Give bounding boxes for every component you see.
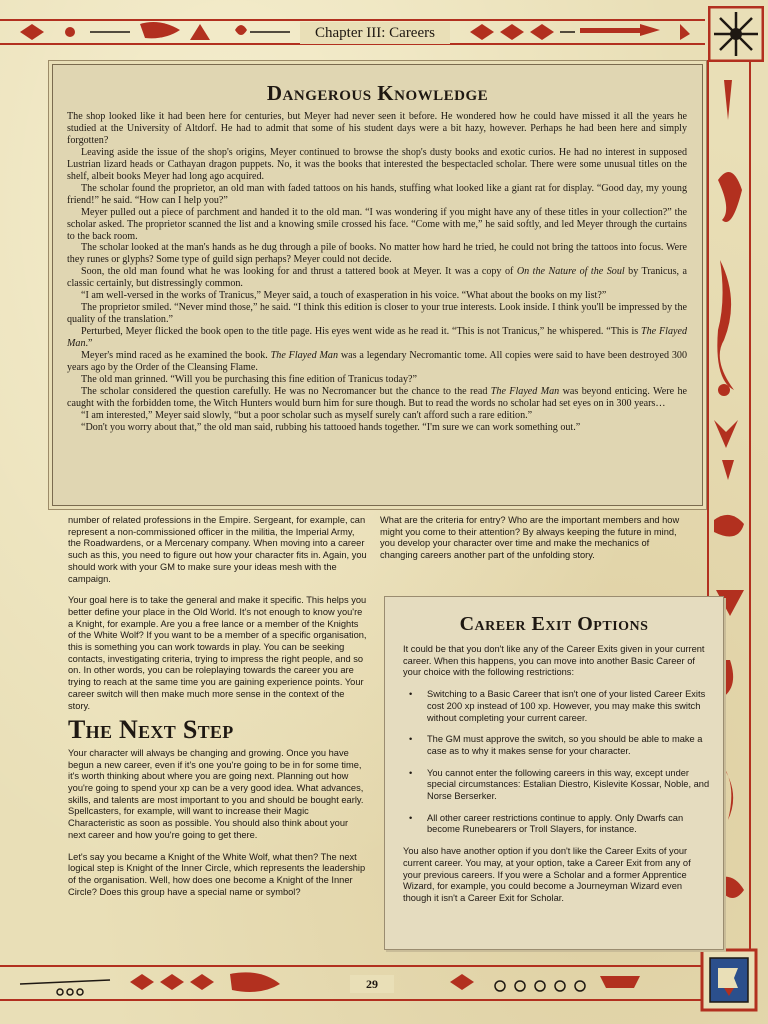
career-exit-options-sidebar: [384, 596, 724, 950]
story-paragraph: Meyer pulled out a piece of parchment and handed it to the old man. “I was wondering if you might have any of these titles in your collection?” the scholar asked. The proprietor scanned the list and a knowing smile crossed his face. “Come with me,” he said softly, and led Meyer through the curtains to the back room.: [67, 206, 687, 242]
story-paragraph: Meyer's mind raced as he examined the book. The Flayed Man was a legendary Necromantic tome. All copies were said to have been destroyed 300 years ago by the Order of the Cleansing Flame.: [67, 350, 688, 374]
page-number: 29: [350, 975, 394, 993]
restrictions-list: [403, 689, 711, 836]
bullet-icon: •: [409, 689, 413, 700]
list-item: • The GM must approve the switch, so you should be able to make a case as to why it makes sense for your character.: [409, 734, 703, 756]
list-item: • Switching to a Basic Career that isn't one of your listed Career Exits cost 200 xp instead of 100 xp. However, you may make this switch without completing your current career.: [409, 689, 706, 723]
book-title: On the Nature of the Soul: [516, 266, 625, 278]
dangerous-knowledge-body: [67, 111, 687, 434]
book-title: The Flayed Man: [490, 385, 560, 397]
banner-icon: [700, 948, 758, 1012]
book-title: The Flayed Man: [67, 326, 687, 350]
career-exit-options-title: Career Exit Options: [459, 613, 649, 635]
bullet-icon: •: [409, 767, 413, 778]
story-paragraph: Leaving aside the issue of the shop's origins, Meyer continued to browse the shop's dusty books and exotic curios. He had no interest in supposed Lustrian lizard heads or Cathayan dragon puppets. No, it was the books that interested the bespectacled scholar. There were some unusual titles on the shelf, albeit books Meyer had long ago acquired.: [67, 146, 687, 182]
story-paragraph: The scholar found the proprietor, an old man with faded tattoos on his hands, stuffing what looked like a giant rat for display. “Good day, my young friend!” he said. “How can I help you?”: [67, 182, 687, 206]
story-paragraph: “I am well-versed in the works of Tranicus,” Meyer said, a touch of exasperation in his voice. “What about the books on my list?”: [81, 290, 607, 302]
body-paragraph: Your character will always be changing and growing. Once you have begun a new career, even if it's one you're going to be in for some time, it's worth thinking about where you are going next. Planning out how you're going to spend your xp can be a very good idea. What advances, skills, and talents are most important to you and should be bought early. Spellcasters, for example, will want to increase their Magic Characteristic as soon as possible. You should also think about your next career and how you're going to get there.: [68, 747, 364, 840]
story-paragraph: Soon, the old man found what he was looking for and thrust a tattered book at Meyer. It was a copy of On the Nature of the Soul by Tranicus, a classic certainly, but distressingly common.: [67, 266, 687, 290]
list-item: • You cannot enter the following careers in this way, except under special circumstances: Estalian Diestro, Kislevite Kossar, Noble, and Norse Berserker.: [409, 767, 710, 802]
story-paragraph: The proprietor smiled. “Never mind those,” he said. “I think this edition is closer to your true interests. Look inside. I think you'll be impressed by the quality of the translation.”: [67, 302, 687, 326]
story-paragraph: The scholar looked at the man's hands as he dug through a pile of books. No matter how hard he tried, he could not bring the tattoos into focus. Were they runes or glyphs? Some type of guild sign perhaps? Meyer could not decide.: [67, 242, 687, 266]
body-paragraph: What are the criteria for entry? Who are the important members and how might you come to their attention? By always keeping the future in mind, you develop your character over time and make the mechanics of changing careers another part of the unfolding story.: [380, 515, 680, 561]
bullet-icon: •: [409, 734, 413, 745]
dangerous-knowledge-sidebar: [52, 64, 703, 506]
story-paragraph: “I am interested,” Meyer said slowly, “but a poor scholar such as myself surely can't afford such a rare edition.”: [81, 409, 533, 421]
story-paragraph: “Don't you worry about that,” the old man said, rubbing his tattooed hands together. “I'm sure we can work something out.”: [81, 421, 581, 433]
dangerous-knowledge-title: Dangerous Knowledge: [266, 81, 489, 105]
sidebar-paragraph: It could be that you don't like any of the Career Exits given in your current career. When this happens, you can move into another Basic Career of your choice with the following restrictions:: [403, 644, 705, 678]
story-paragraph: The shop looked like it had been here for centuries, but Meyer had never seen it before. He wondered how he could have missed it all the years he studied at the University of Altdorf. He had to admit that some of his student days were a bit hazy, however. Perhaps he had been here and simply forgotten?: [67, 111, 687, 146]
right-column-top: [380, 515, 680, 562]
story-paragraph: The old man grinned. “Will you be purchasing this fine edition of Tranicus today?”: [81, 373, 417, 385]
sidebar-paragraph: You also have another option if you don't like the Career Exits of your current career. You may, at your option, take a Career Exit from any of your previous careers. If you were a Scholar and a former Apprentice Wizard, for example, you could become a Journeyman Wizard even though it isn't a Career Exit for Scholar.: [403, 846, 691, 903]
book-title: The Flayed Man: [270, 350, 339, 362]
bullet-icon: •: [409, 812, 413, 823]
chaos-star-icon: [708, 6, 764, 62]
body-paragraph: number of related professions in the Empire. Sergeant, for example, can represent a non-commissioned officer in the militia, the Imperial Army, the Roadwardens, or a Mercenary company. When moving into a career such as this, you need to figure out how your character fits in. Again, you should work with your GM to make sure your ideas mesh with the campaign.: [68, 515, 367, 584]
body-paragraph: Your goal here is to take the general and make it specific. This helps you better define your place in the Old World. It's not enough to know you're a Knight, for example. Are you a free lance or a member of the Knights of the White Wolf? If you want to be a member of a specific organisation, this is something you can work towards in play. You can be seeking contacts, investigating criteria, trying to impress the right people, and so on. In other words, you can be roleplaying towards the career you are trying to reach at the same time you are gaining experience points. Your career switch will then make much more sense in the context of the story.: [68, 595, 367, 711]
career-exit-options-body: [403, 644, 711, 915]
next-step-heading: The Next Step: [68, 715, 234, 745]
chapter-title: Chapter III: Careers: [300, 22, 450, 44]
story-paragraph: The scholar considered the question carefully. He was no Necromancer but the chance to the read The Flayed Man was beyond enticing. Were he caught with the forbidden tome, the Witch Hunters would burn him for sure though. But to read the words no scholar had set eyes on in 300 years…: [67, 385, 688, 409]
story-paragraph: Perturbed, Meyer flicked the book open to the title page. His eyes went wide as he read it. “This is not Tranicus,” he whispered. “This is The Flayed Man.”: [67, 326, 687, 350]
body-paragraph: Let's say you became a Knight of the White Wolf, what then? The next logical step is Knight of the Inner Circle, which represents the leadership of the organisation. Well, how does one become a Knight of the Inner Circle? Does this group have a special name or symbol?: [68, 851, 366, 897]
list-item: • All other career restrictions continue to apply. Only Dwarfs can become Runebearers or Troll Slayers, for instance.: [409, 812, 684, 835]
left-column: [68, 515, 368, 908]
